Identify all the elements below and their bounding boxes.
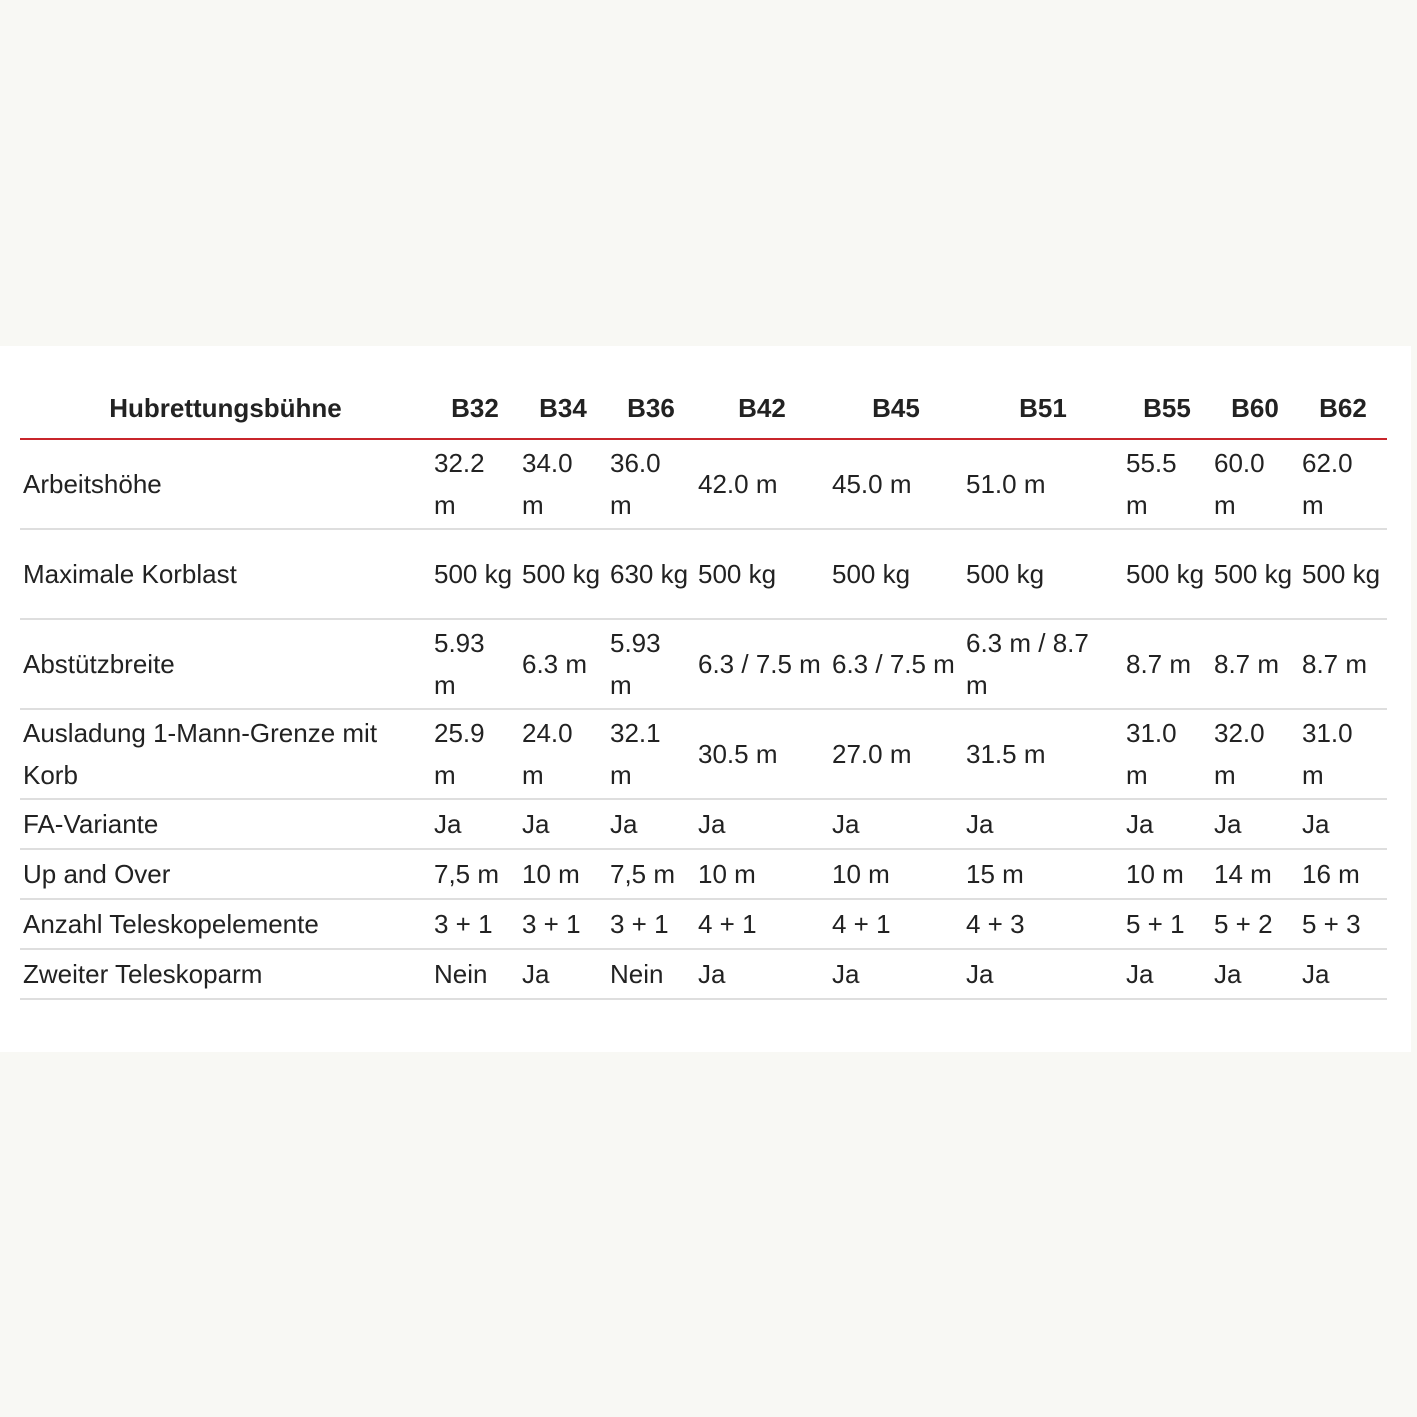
table-cell: Ja: [1123, 949, 1211, 999]
table-cell: 8.7 m: [1123, 619, 1211, 709]
table-cell: 7,5 m: [607, 849, 695, 899]
table-cell: 6.3 / 7.5 m: [829, 619, 963, 709]
table-cell: 5.93 m: [431, 619, 519, 709]
table-cell: 60.0 m: [1211, 439, 1299, 529]
table-cell: 27.0 m: [829, 709, 963, 799]
table-cell: Ja: [607, 799, 695, 849]
table-cell: 34.0 m: [519, 439, 607, 529]
table-cell: 16 m: [1299, 849, 1387, 899]
model-header: B32: [431, 382, 519, 439]
table-cell: 8.7 m: [1211, 619, 1299, 709]
table-cell: Ja: [1299, 949, 1387, 999]
table-cell: Ja: [1211, 799, 1299, 849]
table-cell: Ja: [519, 799, 607, 849]
model-header: B36: [607, 382, 695, 439]
model-header: B51: [963, 382, 1123, 439]
table-row: [20, 439, 1387, 529]
table-cell: 630 kg: [607, 529, 695, 619]
table-cell: 5 + 2: [1211, 899, 1299, 949]
table-cell: 500 kg: [1123, 529, 1211, 619]
row-label: Arbeitshöhe: [20, 439, 431, 529]
table-cell: Ja: [1123, 799, 1211, 849]
table-row: [20, 849, 1387, 899]
table-row: [20, 619, 1387, 709]
table-cell: Ja: [695, 949, 829, 999]
table-cell: 36.0 m: [607, 439, 695, 529]
row-label: FA-Variante: [20, 799, 431, 849]
table-cell: 8.7 m: [1299, 619, 1387, 709]
table-cell: 4 + 3: [963, 899, 1123, 949]
table-cell: 10 m: [1123, 849, 1211, 899]
table-cell: 500 kg: [431, 529, 519, 619]
table-cell: 32.0 m: [1211, 709, 1299, 799]
table-cell: 32.1 m: [607, 709, 695, 799]
row-label: Up and Over: [20, 849, 431, 899]
table-cell: 31.0 m: [1299, 709, 1387, 799]
table-cell: 31.5 m: [963, 709, 1123, 799]
table-cell: Ja: [963, 949, 1123, 999]
specification-table: [20, 382, 1387, 1000]
table-cell: Ja: [1211, 949, 1299, 999]
table-cell: 500 kg: [695, 529, 829, 619]
table-cell: 55.5 m: [1123, 439, 1211, 529]
table-cell: Ja: [829, 799, 963, 849]
table-cell: 45.0 m: [829, 439, 963, 529]
table-row: [20, 529, 1387, 619]
model-header: B55: [1123, 382, 1211, 439]
table-cell: 6.3 m / 8.7 m: [963, 619, 1123, 709]
row-label: Abstützbreite: [20, 619, 431, 709]
table-cell: Ja: [963, 799, 1123, 849]
model-header: B42: [695, 382, 829, 439]
row-label: Zweiter Teleskoparm: [20, 949, 431, 999]
model-header: B60: [1211, 382, 1299, 439]
table-cell: 3 + 1: [607, 899, 695, 949]
table-cell: Ja: [829, 949, 963, 999]
table-cell: 500 kg: [1299, 529, 1387, 619]
table-row: [20, 899, 1387, 949]
table-cell: 10 m: [695, 849, 829, 899]
header-label: Hubrettungsbühne: [20, 382, 431, 439]
table-cell: 15 m: [963, 849, 1123, 899]
table-cell: Nein: [431, 949, 519, 999]
table-cell: 32.2 m: [431, 439, 519, 529]
table-cell: 25.9 m: [431, 709, 519, 799]
table-cell: 3 + 1: [519, 899, 607, 949]
table-cell: 42.0 m: [695, 439, 829, 529]
table-cell: 30.5 m: [695, 709, 829, 799]
table-cell: Ja: [519, 949, 607, 999]
table-cell: 51.0 m: [963, 439, 1123, 529]
table-cell: 500 kg: [519, 529, 607, 619]
table-cell: 500 kg: [963, 529, 1123, 619]
model-header: B45: [829, 382, 963, 439]
row-label: Anzahl Teleskopelemente: [20, 899, 431, 949]
table-cell: 7,5 m: [431, 849, 519, 899]
table-cell: 4 + 1: [695, 899, 829, 949]
table-cell: 6.3 / 7.5 m: [695, 619, 829, 709]
table-cell: 4 + 1: [829, 899, 963, 949]
table-cell: 31.0 m: [1123, 709, 1211, 799]
row-label: Maximale Korblast: [20, 529, 431, 619]
table-cell: 500 kg: [1211, 529, 1299, 619]
row-label: Ausladung 1-Mann-Grenze mit Korb: [20, 709, 431, 799]
model-header: B34: [519, 382, 607, 439]
table-cell: Nein: [607, 949, 695, 999]
table-cell: 500 kg: [829, 529, 963, 619]
table-cell: Ja: [1299, 799, 1387, 849]
table-cell: 3 + 1: [431, 899, 519, 949]
model-header: B62: [1299, 382, 1387, 439]
table-cell: 6.3 m: [519, 619, 607, 709]
table-cell: 14 m: [1211, 849, 1299, 899]
table-row: [20, 709, 1387, 799]
table-cell: 10 m: [519, 849, 607, 899]
table-cell: Ja: [431, 799, 519, 849]
table-cell: 10 m: [829, 849, 963, 899]
header-row: [20, 382, 1387, 439]
table-cell: 24.0 m: [519, 709, 607, 799]
table-cell: 5 + 1: [1123, 899, 1211, 949]
table-row: [20, 799, 1387, 849]
table-cell: 5.93 m: [607, 619, 695, 709]
table-row: [20, 949, 1387, 999]
table-cell: Ja: [695, 799, 829, 849]
table-cell: 62.0 m: [1299, 439, 1387, 529]
table-cell: 5 + 3: [1299, 899, 1387, 949]
